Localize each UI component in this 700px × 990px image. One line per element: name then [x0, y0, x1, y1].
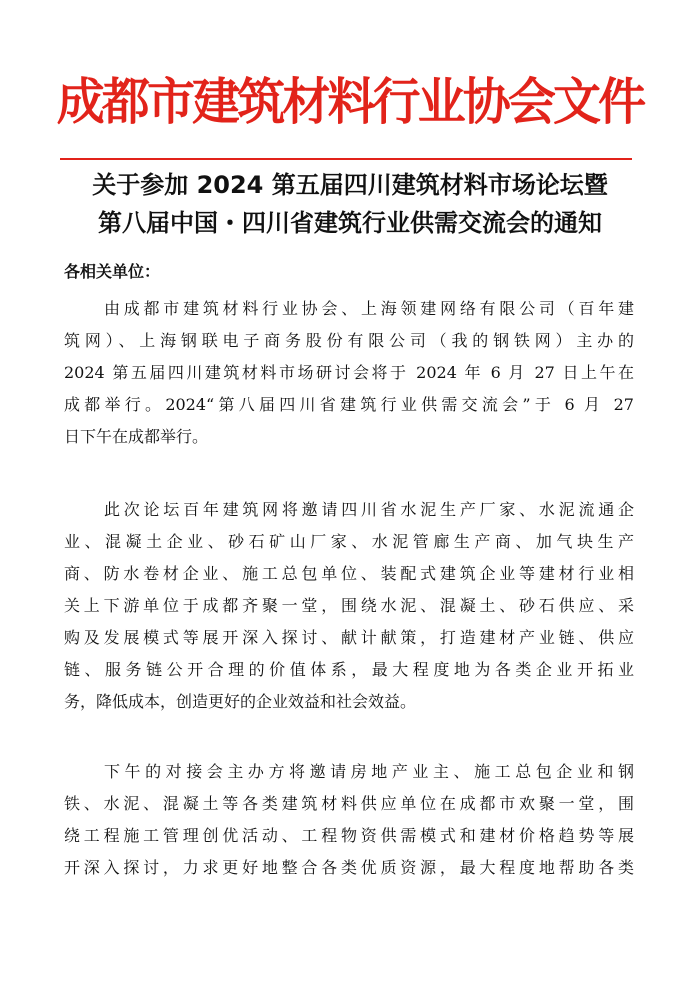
- paragraph-line: 2024 第五届四川建筑材料市场研讨会将于 2024 年 6 月 27 日上午在: [64, 363, 634, 382]
- paragraph-line: 由成都市建筑材料行业协会、上海领建网络有限公司（百年建: [104, 299, 634, 318]
- paragraph-line: 链、服务链公开合理的价值体系，最大程度地为各类企业开拓业: [64, 660, 634, 679]
- paragraph-line: 日下午在成都举行。: [64, 427, 209, 446]
- greeting: 各相关单位：: [64, 262, 161, 281]
- paragraph-1: [64, 293, 634, 453]
- paragraph-line: 业、混凝土企业、砂石矿山厂家、水泥管廊生产商、加气块生产: [64, 532, 634, 551]
- paragraph-line: 此次论坛百年建筑网将邀请四川省水泥生产厂家、水泥流通企: [104, 500, 634, 519]
- paragraph-line: 购及发展模式等展开深入探讨、献计献策，打造建材产业链、供应: [64, 628, 634, 647]
- org-masthead-title: 成都市建筑材料行业协会文件: [56, 73, 644, 131]
- paragraph-line: 下午的对接会主办方将邀请房地产业主、施工总包企业和钢: [104, 762, 634, 781]
- paragraph-line: 成都举行。2024“第八届四川省建筑行业供需交流会”于 6 月 27: [64, 395, 634, 414]
- notice-title-line-2: 第八届中国・四川省建筑行业供需交流会的通知: [98, 209, 602, 237]
- paragraph-line: 筑网）、上海钢联电子商务股份有限公司（我的钢铁网）主办的: [64, 331, 634, 350]
- paragraph-line: 铁、水泥、混凝土等各类建筑材料供应单位在成都市欢聚一堂，围: [64, 794, 634, 813]
- paragraph-3: [64, 756, 634, 884]
- paragraph-line: 务，降低成本，创造更好的企业效益和社会效益。: [64, 692, 417, 711]
- paragraph-line: 绕工程施工管理创优活动、工程物资供需模式和建材价格趋势等展: [64, 826, 634, 845]
- paragraph-line: 开深入探讨，力求更好地整合各类优质资源，最大程度地帮助各类: [64, 858, 634, 877]
- paragraph-2: [64, 494, 634, 718]
- paragraph-line: 商、防水卷材企业、施工总包单位、装配式建筑企业等建材行业相: [64, 564, 634, 583]
- paragraph-line: 关上下游单位于成都齐聚一堂，围绕水泥、混凝土、砂石供应、采: [64, 596, 634, 615]
- notice-title-line-1: 关于参加 2024 第五届四川建筑材料市场论坛暨: [92, 171, 608, 199]
- masthead-divider: [60, 158, 632, 160]
